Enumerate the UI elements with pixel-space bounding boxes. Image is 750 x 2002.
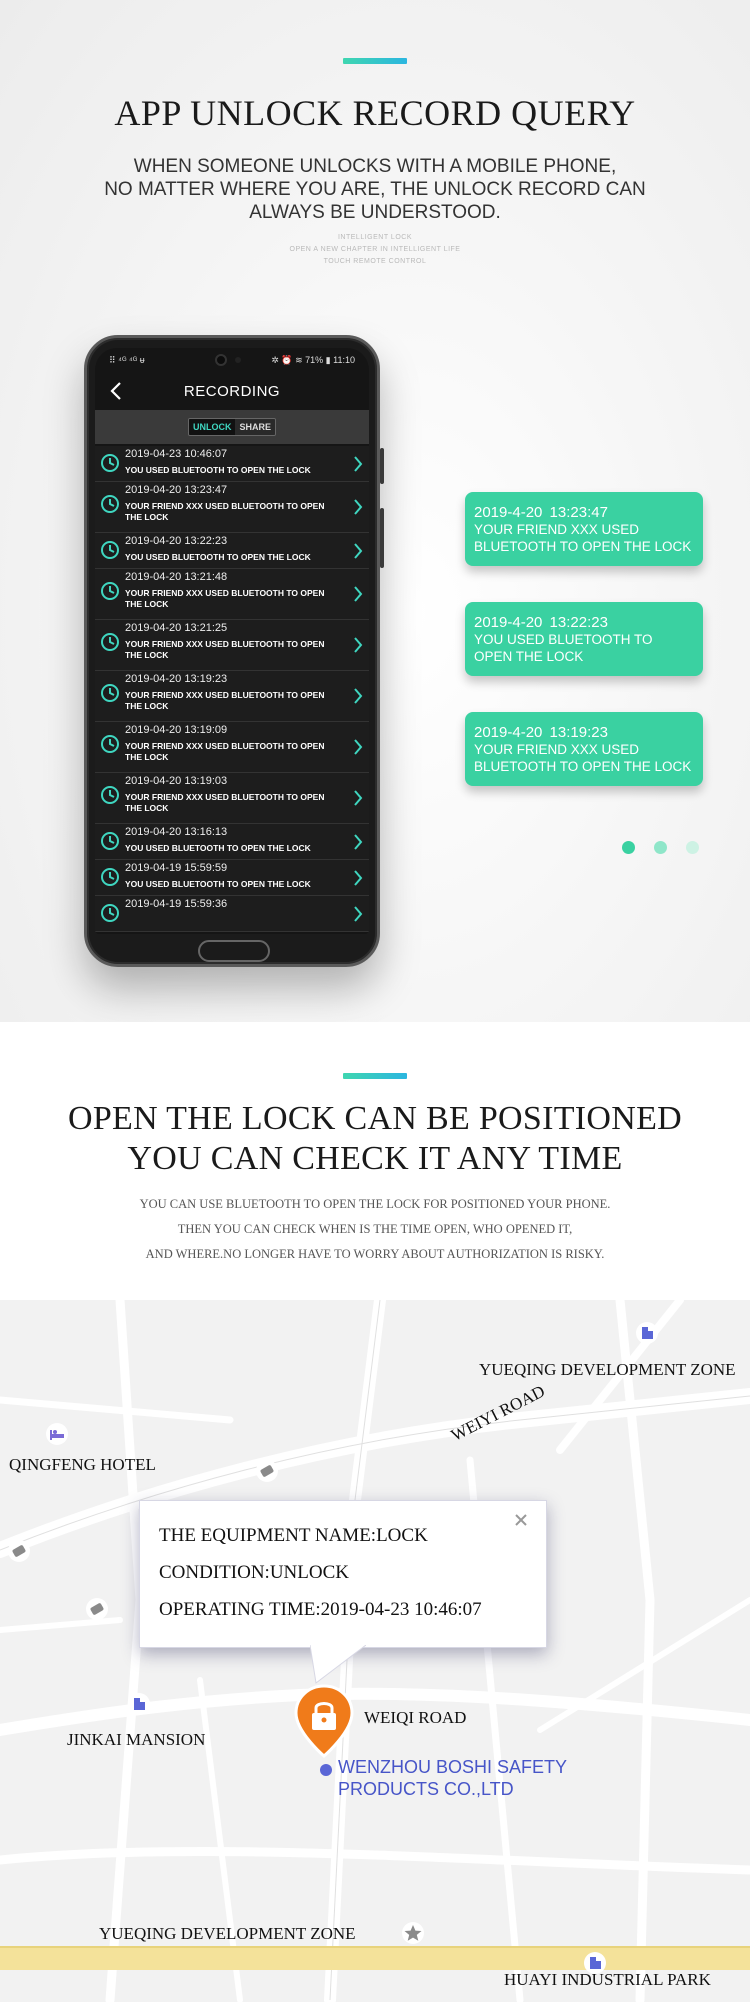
record-time: 2019-04-20 13:16:13 xyxy=(125,826,228,838)
section-description xyxy=(0,1192,750,1267)
tab-group xyxy=(188,418,276,436)
record-row[interactable] xyxy=(95,620,369,671)
carousel-dot-active[interactable] xyxy=(622,841,635,854)
back-arrow-icon[interactable] xyxy=(109,382,123,400)
chevron-right-icon[interactable] xyxy=(353,585,363,603)
status-right: ✲ ⏰ ≋ 71% ▮ 11:10 xyxy=(271,354,355,365)
title-line: YOU CAN CHECK IT ANY TIME xyxy=(127,1140,623,1177)
lock-pin-icon[interactable] xyxy=(292,1684,356,1758)
location-dot xyxy=(320,1764,332,1776)
record-message: YOUR FRIEND XXX USED BLUETOOTH TO OPEN THE LOCK xyxy=(125,588,325,609)
record-row[interactable] xyxy=(95,896,369,932)
record-time: 2019-04-19 15:59:59 xyxy=(125,862,228,874)
record-row[interactable] xyxy=(95,671,369,722)
record-bubble xyxy=(465,492,703,566)
title-line: OPEN THE LOCK CAN BE POSITIONED xyxy=(67,1100,683,1137)
car-icon[interactable] xyxy=(256,1460,278,1482)
clock-icon xyxy=(100,734,120,754)
tab-share[interactable]: SHARE xyxy=(235,419,275,435)
map-label-weiqi-road: WEIQI ROAD xyxy=(364,1708,467,1727)
sensor-icon xyxy=(235,357,241,363)
record-row[interactable] xyxy=(95,773,369,824)
record-row[interactable] xyxy=(95,533,369,569)
location-map[interactable] xyxy=(0,1300,750,2002)
record-time: 2019-04-20 13:19:03 xyxy=(125,775,228,787)
record-row[interactable] xyxy=(95,824,369,860)
chevron-right-icon[interactable] xyxy=(353,869,363,887)
chevron-right-icon[interactable] xyxy=(353,738,363,756)
carousel-dot[interactable] xyxy=(686,841,699,854)
chevron-right-icon[interactable] xyxy=(353,455,363,473)
clock-icon xyxy=(100,785,120,805)
map-label-yueqing-top: YUEQING DEVELOPMENT ZONE xyxy=(479,1360,736,1379)
record-row[interactable] xyxy=(95,446,369,482)
clock-icon xyxy=(100,540,120,560)
clock-icon xyxy=(100,831,120,851)
bubble-time: 2019-4-20 13:19:23 xyxy=(474,724,608,741)
clock-icon xyxy=(100,581,120,601)
desc-line: ALWAYS BE UNDERSTOOD. xyxy=(249,202,501,223)
map-label-qingfeng-hotel: QINGFENG HOTEL xyxy=(9,1455,156,1474)
accent-bar xyxy=(343,1073,407,1079)
building-icon[interactable] xyxy=(128,1693,150,1715)
section-title: APP UNLOCK RECORD QUERY xyxy=(114,93,636,133)
record-time: 2019-04-20 13:22:23 xyxy=(125,535,228,547)
chevron-right-icon[interactable] xyxy=(353,636,363,654)
clock-icon xyxy=(100,494,120,514)
record-message: YOUR FRIEND XXX USED BLUETOOTH TO OPEN THE LOCK xyxy=(125,501,325,522)
car-icon[interactable] xyxy=(86,1598,108,1620)
chevron-right-icon[interactable] xyxy=(353,905,363,923)
record-time: 2019-04-20 13:19:23 xyxy=(125,673,228,685)
record-row[interactable] xyxy=(95,482,369,533)
star-icon[interactable] xyxy=(402,1922,424,1944)
tab-unlock[interactable]: UNLOCK xyxy=(189,419,236,435)
small-caption: INTELLIGENT LOCK xyxy=(337,234,412,241)
carousel-dot[interactable] xyxy=(654,841,667,854)
map-label-yueqing-bottom: YUEQING DEVELOPMENT ZONE xyxy=(99,1924,356,1943)
record-row[interactable] xyxy=(95,722,369,773)
chevron-right-icon[interactable] xyxy=(353,687,363,705)
home-button[interactable] xyxy=(198,940,270,962)
camera-icon xyxy=(215,354,227,366)
record-message: YOUR FRIEND XXX USED BLUETOOTH TO OPEN THE LOCK xyxy=(125,639,325,660)
record-bubble xyxy=(465,712,703,786)
clock-icon xyxy=(100,867,120,887)
company-line: PRODUCTS CO.,LTD xyxy=(338,1779,514,1799)
desc-line: NO MATTER WHERE YOU ARE, THE UNLOCK RECORD CAN xyxy=(104,179,646,200)
phone-side-button xyxy=(380,448,384,484)
bubble-text: YOU USED BLUETOOTH TO OPEN THE LOCK xyxy=(474,632,653,664)
clock-icon xyxy=(100,683,120,703)
phone-mockup xyxy=(84,335,380,967)
operating-time: OPERATING TIME:2019-04-23 10:46:07 xyxy=(159,1599,482,1620)
record-time: 2019-04-20 13:23:47 xyxy=(125,484,228,496)
clock-icon xyxy=(100,453,120,473)
record-time: 2019-04-20 13:21:48 xyxy=(125,571,228,583)
record-time: 2019-04-19 15:59:36 xyxy=(125,898,228,910)
bubble-text: YOUR FRIEND XXX USED BLUETOOTH TO OPEN THE LOCK xyxy=(474,522,692,554)
bubble-time: 2019-4-20 13:22:23 xyxy=(474,614,608,631)
chevron-right-icon[interactable] xyxy=(353,498,363,516)
small-caption: TOUCH REMOTE CONTROL xyxy=(323,258,427,265)
record-message: YOU USED BLUETOOTH TO OPEN THE LOCK xyxy=(125,465,311,475)
accent-bar xyxy=(343,58,407,64)
bubble-text: YOUR FRIEND XXX USED BLUETOOTH TO OPEN THE LOCK xyxy=(474,742,692,774)
desc-line: THEN YOU CAN CHECK WHEN IS THE TIME OPEN, WHO OPENED IT, xyxy=(177,1222,573,1236)
record-message: YOU USED BLUETOOTH TO OPEN THE LOCK xyxy=(125,843,311,853)
record-message: YOUR FRIEND XXX USED BLUETOOTH TO OPEN THE LOCK xyxy=(125,792,325,813)
record-row[interactable] xyxy=(95,860,369,896)
section-title xyxy=(0,1099,750,1179)
record-message: YOUR FRIEND XXX USED BLUETOOTH TO OPEN THE LOCK xyxy=(125,690,325,711)
desc-line: AND WHERE.NO LONGER HAVE TO WORRY ABOUT AUTHORIZATION IS RISKY. xyxy=(145,1247,605,1261)
chevron-right-icon[interactable] xyxy=(353,789,363,807)
map-label-weiyi-road: WEIYI ROAD xyxy=(448,1381,548,1445)
building-icon[interactable] xyxy=(636,1322,658,1344)
record-time: 2019-04-20 13:19:09 xyxy=(125,724,228,736)
status-bar xyxy=(95,348,369,372)
record-row[interactable] xyxy=(95,569,369,620)
equipment-name: THE EQUIPMENT NAME:LOCK xyxy=(159,1525,428,1546)
company-name[interactable] xyxy=(338,1756,567,1800)
record-bubble xyxy=(465,602,703,676)
record-message: YOU USED BLUETOOTH TO OPEN THE LOCK xyxy=(125,552,311,562)
popup-pointer xyxy=(310,1645,366,1685)
lock-condition: CONDITION:UNLOCK xyxy=(159,1562,349,1583)
clock-icon xyxy=(100,903,120,923)
hotel-icon[interactable] xyxy=(46,1423,68,1445)
record-list xyxy=(95,446,369,932)
company-line: WENZHOU BOSHI SAFETY xyxy=(338,1757,568,1777)
section-description xyxy=(0,155,750,224)
chevron-right-icon[interactable] xyxy=(353,542,363,560)
close-icon[interactable] xyxy=(514,1513,528,1527)
map-label-jinkai-mansion: JINKAI MANSION xyxy=(67,1730,206,1749)
clock-icon xyxy=(100,632,120,652)
car-icon[interactable] xyxy=(8,1540,30,1562)
screen-title: RECORDING xyxy=(183,382,281,400)
tab-bar xyxy=(95,410,369,444)
record-time: 2019-04-20 13:21:25 xyxy=(125,622,228,634)
record-time: 2019-04-23 10:46:07 xyxy=(125,448,228,460)
map-roads xyxy=(0,1300,750,2002)
bubble-time: 2019-4-20 13:23:47 xyxy=(474,504,608,521)
chevron-right-icon[interactable] xyxy=(353,833,363,851)
desc-line: WHEN SOMEONE UNLOCKS WITH A MOBILE PHONE, xyxy=(133,156,617,177)
record-message: YOU USED BLUETOOTH TO OPEN THE LOCK xyxy=(125,879,311,889)
desc-line: YOU CAN USE BLUETOOTH TO OPEN THE LOCK FOR POSITIONED YOUR PHONE. xyxy=(139,1197,611,1211)
lock-info-popup xyxy=(139,1500,547,1648)
small-caption: OPEN A NEW CHAPTER IN INTELLIGENT LIFE xyxy=(289,246,461,253)
record-message: YOUR FRIEND XXX USED BLUETOOTH TO OPEN THE LOCK xyxy=(125,741,325,762)
map-label-huayi-park: HUAYI INDUSTRIAL PARK xyxy=(504,1970,711,1989)
phone-screen xyxy=(95,348,369,934)
phone-volume-button xyxy=(380,508,384,568)
app-bar xyxy=(95,374,369,408)
status-left: ⠿ ⁴ᴳ ⁴ᴳ ᵾ xyxy=(109,354,145,365)
